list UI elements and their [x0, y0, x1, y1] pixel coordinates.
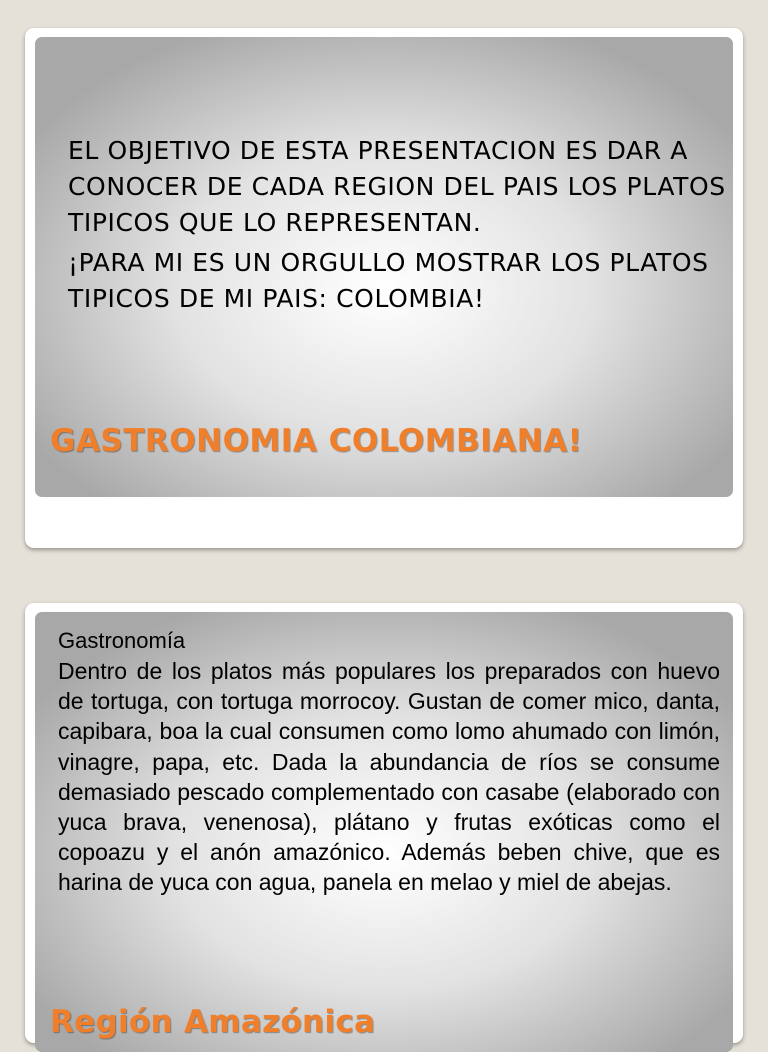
slide-2: [25, 603, 743, 1043]
gastronomia-body-text: Dentro de los platos más populares los preparados con huevo de tortuga, con tortuga morrocoy. Gustan de comer mico, danta, capibara, boa la cual consumen como lomo ahumado con limón, vinagre, papa, etc. Dada la abundancia de ríos se consume demasiado pescado complementado con casabe (elaborado con yuca brava, venenosa), plátano y frutas exóticas como el copoazu y el anón amazónico. Además beben chive, que es harina de yuca con agua, panela en melao y miel de abejas.: [58, 658, 720, 896]
slide-2-title: Región Amazónica: [50, 1004, 376, 1040]
intro-paragraph-1: EL OBJETIVO DE ESTA PRESENTACION ES DAR A CONOCER DE CADA REGION DEL PAIS LOS PLATOS TIPICOS QUE LO REPRESENTAN.: [68, 136, 726, 237]
slide-1: [25, 28, 743, 548]
intro-text-block: [68, 133, 728, 321]
gastronomia-subheading: Gastronomía: [58, 628, 186, 653]
intro-paragraph-2: ¡PARA MI ES UN ORGULLO MOSTRAR LOS PLATOS TIPICOS DE MI PAIS: COLOMBIA!: [68, 248, 709, 313]
slide-1-panel: [35, 37, 733, 497]
slide-1-title: GASTRONOMIA COLOMBIANA!: [50, 423, 583, 459]
slide-2-panel: [35, 612, 733, 1052]
